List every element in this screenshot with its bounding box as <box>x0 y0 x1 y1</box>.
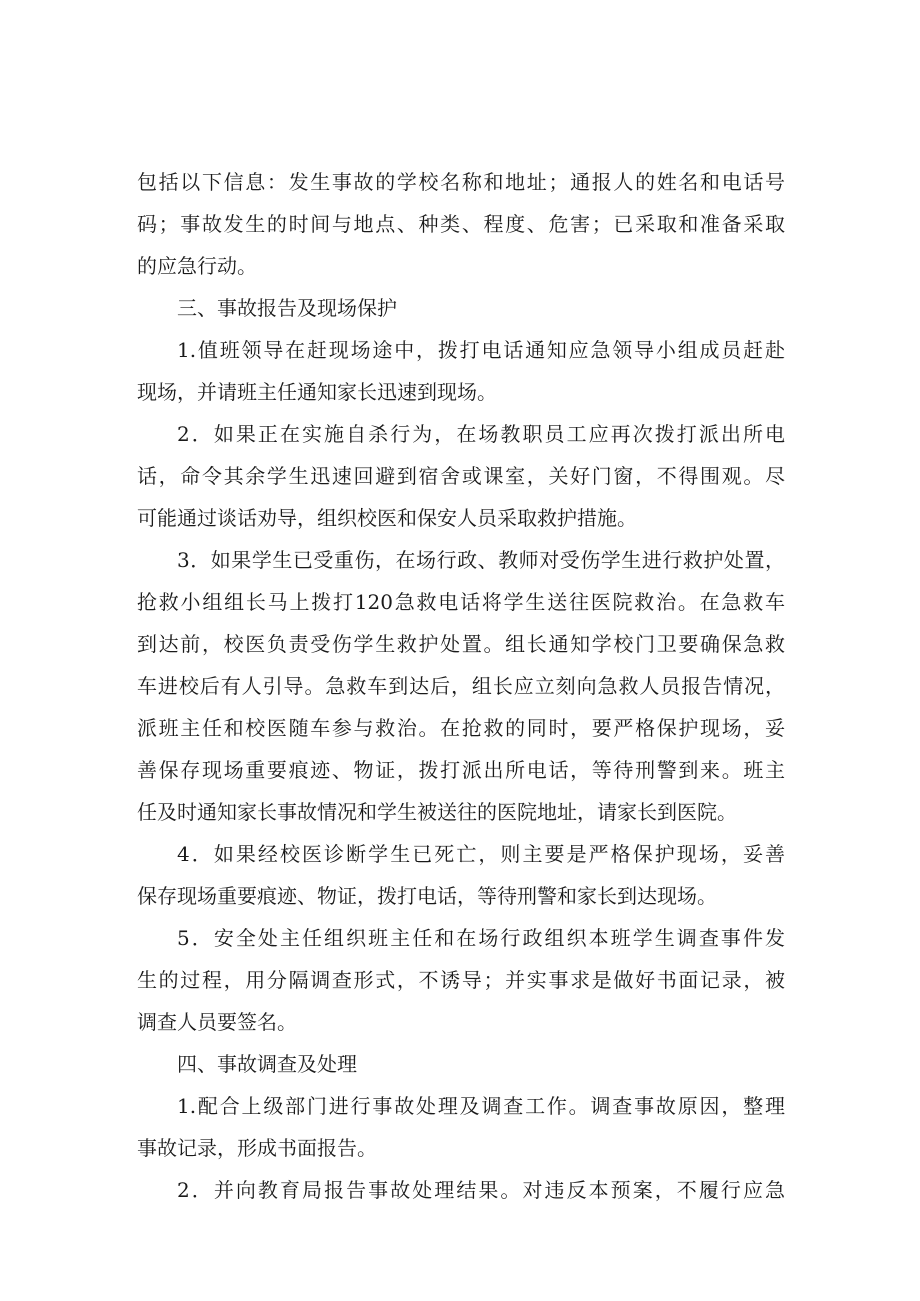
paragraph-line: 2．并向教育局报告事故处理结果。对违反本预案，不履行应急 <box>177 1178 785 1202</box>
paragraph-line: 保存现场重要痕迹、物证，拨打电话，等待刑警和家长到达现场。 <box>137 884 717 908</box>
paragraph-line: 生的过程，用分隔调查形式，不诱导；并实事求是做好书面记录，被 <box>137 968 785 992</box>
paragraph-line: 任及时通知家长事故情况和学生被送往的医院地址，请家长到医院。 <box>137 800 737 824</box>
paragraph-line: 事故记录，形成书面报告。 <box>137 1136 377 1160</box>
paragraph-line: 调查人员要签名。 <box>137 1010 297 1034</box>
paragraph-line: 可能通过谈话劝导，组织校医和保安人员采取救护措施。 <box>137 506 637 530</box>
paragraph-line: 的应急行动。 <box>137 254 257 278</box>
paragraph-line: 到达前，校医负责受伤学生救护处置。组长通知学校门卫要确保急救 <box>137 632 785 656</box>
paragraph-line: 抢救小组组长马上拨打120急救电话将学生送往医院救治。在急救车 <box>137 590 785 614</box>
paragraph-line: 现场，并请班主任通知家长迅速到现场。 <box>137 380 497 404</box>
paragraph-line: 3．如果学生已受重伤，在场行政、教师对受伤学生进行救护处置， <box>177 548 785 572</box>
paragraph-line: 1.配合上级部门进行事故处理及调查工作。调查事故原因，整理 <box>177 1094 785 1118</box>
paragraph-line: 善保存现场重要痕迹、物证，拨打派出所电话，等待刑警到来。班主 <box>137 758 785 782</box>
paragraph-line: 2．如果正在实施自杀行为，在场教职员工应再次拨打派出所电 <box>177 422 785 446</box>
paragraph-line: 包括以下信息：发生事故的学校名称和地址；通报人的姓名和电话号 <box>137 170 785 194</box>
paragraph-line: 派班主任和校医随车参与救治。在抢救的同时，要严格保护现场，妥 <box>137 716 785 740</box>
body-text <box>137 161 785 1211</box>
paragraph-line: 车进校后有人引导。急救车到达后，组长应立刻向急救人员报告情况， <box>137 674 785 698</box>
paragraph-line: 4．如果经校医诊断学生已死亡，则主要是严格保护现场，妥善 <box>177 842 785 866</box>
section-heading: 四、事故调查及处理 <box>177 1052 357 1076</box>
paragraph-line: 1.值班领导在赶现场途中，拨打电话通知应急领导小组成员赶赴 <box>177 338 785 362</box>
section-heading: 三、事故报告及现场保护 <box>177 296 397 320</box>
paragraph-line: 码；事故发生的时间与地点、种类、程度、危害；已采取和准备采取 <box>137 212 785 236</box>
paragraph-line: 话，命令其余学生迅速回避到宿舍或课室，关好门窗，不得围观。尽 <box>137 464 785 488</box>
paragraph-line: 5．安全处主任组织班主任和在场行政组织本班学生调查事件发 <box>177 926 785 950</box>
